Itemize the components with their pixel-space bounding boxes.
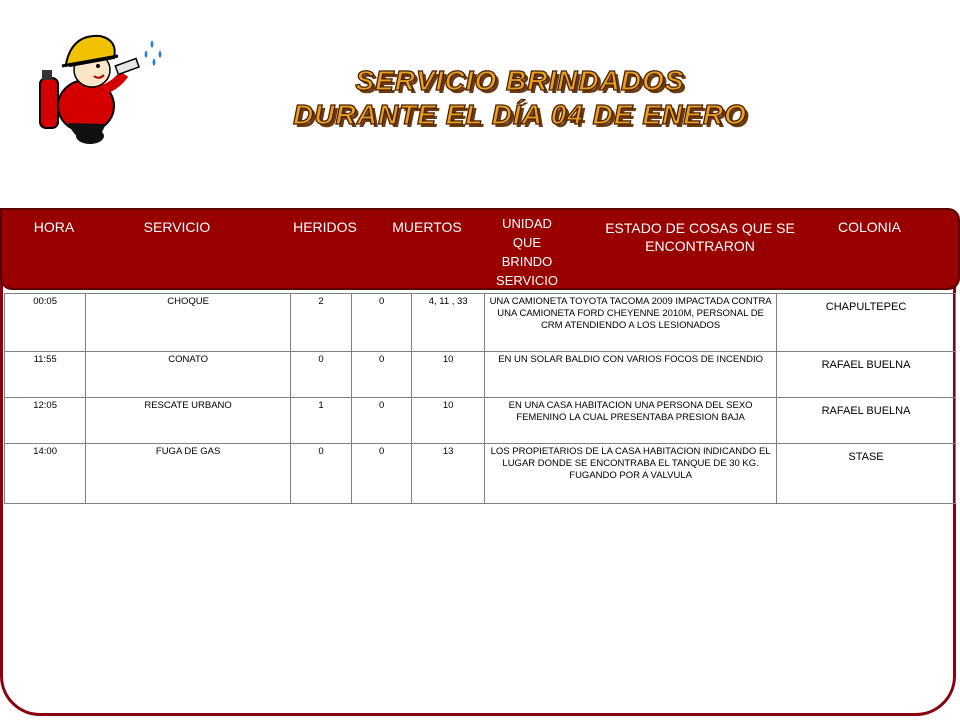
title-line-1: SERVICIO BRINDADOS bbox=[355, 65, 685, 96]
cell-hora: 12:05 bbox=[5, 398, 86, 444]
header-estado: ESTADO DE COSAS QUE SE ENCONTRARON bbox=[605, 220, 795, 254]
cell-muertos: 0 bbox=[352, 294, 412, 352]
table-header bbox=[0, 208, 960, 290]
cell-hora: 14:00 bbox=[5, 444, 86, 504]
header-muertos: MUERTOS bbox=[392, 219, 462, 235]
services-table bbox=[4, 293, 956, 504]
cell-servicio: RESCATE URBANO bbox=[86, 398, 291, 444]
cell-heridos: 0 bbox=[290, 352, 351, 398]
cell-heridos: 1 bbox=[290, 398, 351, 444]
table-row bbox=[5, 294, 956, 352]
cell-unidad: 10 bbox=[412, 352, 485, 398]
cell-hora: 11:55 bbox=[5, 352, 86, 398]
header-hora: HORA bbox=[33, 219, 75, 235]
cell-estado: EN UNA CASA HABITACION UNA PERSONA DEL SEXO FEMENINO LA CUAL PRESENTABA PRESION BAJA bbox=[485, 398, 777, 444]
title-line-2: DURANTE EL DÍA 04 DE ENERO bbox=[293, 99, 747, 130]
cell-unidad: 13 bbox=[412, 444, 485, 504]
cell-colonia: RAFAEL BUELNA bbox=[777, 352, 956, 398]
table-row bbox=[5, 444, 956, 504]
cell-unidad: 4, 11 , 33 bbox=[412, 294, 485, 352]
table-row bbox=[5, 398, 956, 444]
header-heridos: HERIDOS bbox=[293, 219, 357, 235]
page-title bbox=[0, 64, 960, 132]
header-colonia: COLONIA bbox=[837, 219, 901, 235]
cell-estado: EN UN SOLAR BALDIO CON VARIOS FOCOS DE INCENDIO bbox=[485, 352, 777, 398]
cell-servicio: CHOQUE bbox=[86, 294, 291, 352]
cell-servicio: CONATO bbox=[86, 352, 291, 398]
cell-colonia: RAFAEL BUELNA bbox=[777, 398, 956, 444]
header-servicio: SERVICIO bbox=[143, 219, 211, 235]
table-row bbox=[5, 352, 956, 398]
cell-unidad: 10 bbox=[412, 398, 485, 444]
cell-muertos: 0 bbox=[352, 352, 412, 398]
header-unidad: UNIDAD QUE BRINDO SERVICIO bbox=[496, 216, 558, 288]
cell-heridos: 2 bbox=[290, 294, 351, 352]
cell-colonia: CHAPULTEPEC bbox=[777, 294, 956, 352]
cell-hora: 00:05 bbox=[5, 294, 86, 352]
cell-muertos: 0 bbox=[352, 398, 412, 444]
cell-colonia: STASE bbox=[777, 444, 956, 504]
cell-estado: UNA CAMIONETA TOYOTA TACOMA 2009 IMPACTADA CONTRA UNA CAMIONETA FORD CHEYENNE 2010M, PERSONAL DE CRM ATENDIENDO A LOS LESIONADOS bbox=[485, 294, 777, 352]
cell-muertos: 0 bbox=[352, 444, 412, 504]
cell-servicio: FUGA DE GAS bbox=[86, 444, 291, 504]
cell-heridos: 0 bbox=[290, 444, 351, 504]
cell-estado: LOS PROPIETARIOS DE LA CASA HABITACION INDICANDO EL LUGAR DONDE SE ENCONTRABA EL TANQUE DE 30 KG. FUGANDO POR A VALVULA bbox=[485, 444, 777, 504]
